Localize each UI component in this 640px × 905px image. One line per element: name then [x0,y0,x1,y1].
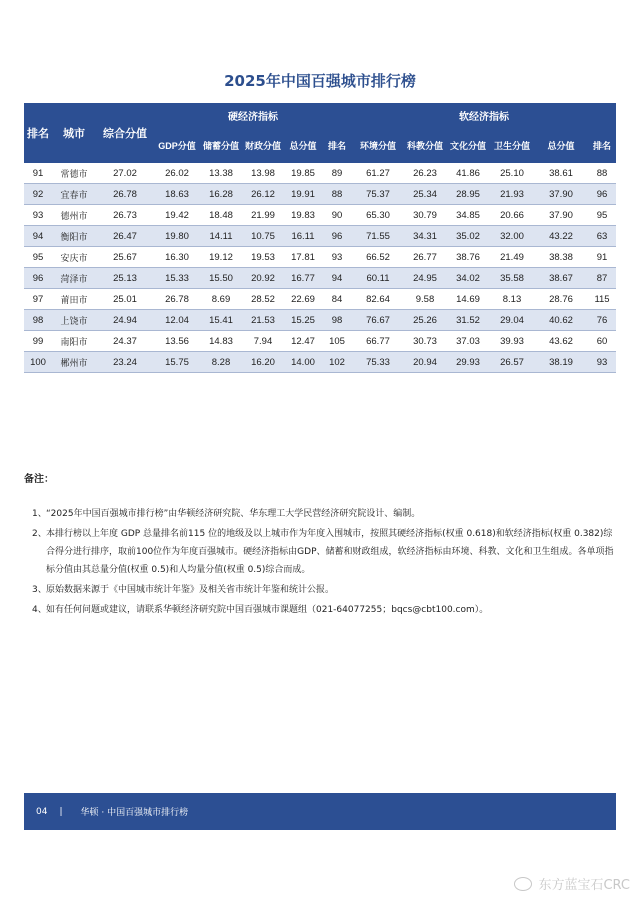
footer-title: 华顿 · 中国百强城市排行榜 [80,808,189,818]
note-item [24,525,616,579]
cell-gdp: 13.56 [154,331,200,352]
cell-environment: 60.11 [352,268,404,289]
cell-rank: 100 [24,352,52,373]
cell-savings: 18.48 [200,205,242,226]
table-row [24,247,616,268]
cell-city: 德州市 [52,205,96,226]
header-science-education: 科教分值 [404,127,446,163]
cell-savings: 8.28 [200,352,242,373]
cell-hard-rank: 84 [322,289,352,310]
watermark [514,874,630,893]
cell-environment: 61.27 [352,163,404,184]
cell-city: 莆田市 [52,289,96,310]
header-composite: 综合分值 [96,103,154,163]
cell-rank: 94 [24,226,52,247]
cell-gdp: 19.80 [154,226,200,247]
note-text: 如有任何问题或建议，请联系华顿经济研究院中国百强城市课题组（021-64077255；bqcs@cbt100.com）。 [46,605,489,615]
footer-separator: | [59,806,63,817]
note-text: 本排行榜以上年度 GDP 总量排名前115 位的地级及以上城市作为年度入围城市，按照其硬经济指标(权重 0.618)和软经济指标(权重 0.382)综合得分进行排序，取前100位作为年度百强城市。硬经济指标由GDP、储蓄和财政组成，软经济指标由环境、科教、文化和卫生组成。各单项指标分值由其总量分值(权重 0.5)和人均量分值(权重 0.5)综合而成。 [46,529,614,575]
cell-gdp: 26.78 [154,289,200,310]
note-item [24,601,616,619]
table-row [24,163,616,184]
cell-rank: 98 [24,310,52,331]
note-text: “2025年中国百强城市排行榜”由华顿经济研究院、华东理工大学民营经济研究院设计、编制。 [46,509,421,519]
cell-hard-rank: 93 [322,247,352,268]
cell-finance: 16.20 [242,352,284,373]
notes-heading: 备注： [24,474,54,485]
cell-science-education: 34.31 [404,226,446,247]
header-hard-total: 总分值 [284,127,322,163]
header-gdp: GDP分值 [154,127,200,163]
cell-hard-rank: 88 [322,184,352,205]
page-footer [24,793,616,830]
cell-hard-rank: 89 [322,163,352,184]
cell-savings: 14.83 [200,331,242,352]
note-item [24,505,616,523]
cell-finance: 13.98 [242,163,284,184]
cell-soft-rank: 76 [588,310,616,331]
cell-composite: 25.67 [96,247,154,268]
cell-composite: 25.13 [96,268,154,289]
cell-health: 21.49 [490,247,534,268]
cell-health: 32.00 [490,226,534,247]
cell-culture: 34.85 [446,205,490,226]
cell-composite: 25.01 [96,289,154,310]
cell-health: 25.10 [490,163,534,184]
cell-hard-rank: 94 [322,268,352,289]
cell-composite: 24.37 [96,331,154,352]
header-hard-rank: 排名 [322,127,352,163]
cell-science-education: 20.94 [404,352,446,373]
cell-city: 衡阳市 [52,226,96,247]
cell-hard-rank: 102 [322,352,352,373]
note-text: 原始数据来源于《中国城市统计年鉴》及相关省市统计年鉴和统计公报。 [46,585,335,595]
cell-composite: 24.94 [96,310,154,331]
ranking-table [24,103,616,373]
cell-soft-total: 28.76 [534,289,588,310]
header-city: 城市 [52,103,96,163]
cell-soft-rank: 115 [588,289,616,310]
header-health: 卫生分值 [490,127,534,163]
header-culture: 文化分值 [446,127,490,163]
cell-environment: 66.77 [352,331,404,352]
header-rank: 排名 [24,103,52,163]
cell-hard-total: 19.83 [284,205,322,226]
cell-soft-rank: 91 [588,247,616,268]
cell-savings: 14.11 [200,226,242,247]
cell-science-education: 30.79 [404,205,446,226]
header-soft-group: 软经济指标 [352,103,616,127]
header-soft-total: 总分值 [534,127,588,163]
note-number: 3、 [32,585,47,595]
note-number: 4、 [32,605,47,615]
cell-savings: 15.41 [200,310,242,331]
cell-hard-total: 15.25 [284,310,322,331]
cell-rank: 99 [24,331,52,352]
cell-soft-rank: 88 [588,163,616,184]
cell-culture: 14.69 [446,289,490,310]
cell-science-education: 26.23 [404,163,446,184]
cell-rank: 91 [24,163,52,184]
cell-gdp: 18.63 [154,184,200,205]
cell-soft-total: 38.38 [534,247,588,268]
cell-soft-total: 37.90 [534,205,588,226]
cell-soft-total: 38.67 [534,268,588,289]
cell-health: 26.57 [490,352,534,373]
table-row [24,184,616,205]
cell-hard-rank: 90 [322,205,352,226]
table-row [24,352,616,373]
cell-gdp: 12.04 [154,310,200,331]
ranking-table-body [24,163,616,373]
cell-science-education: 30.73 [404,331,446,352]
cell-city: 安庆市 [52,247,96,268]
cell-culture: 38.76 [446,247,490,268]
cell-savings: 8.69 [200,289,242,310]
cell-culture: 37.03 [446,331,490,352]
cell-hard-rank: 105 [322,331,352,352]
cell-hard-total: 14.00 [284,352,322,373]
cell-finance: 21.99 [242,205,284,226]
cell-savings: 15.50 [200,268,242,289]
cell-culture: 34.02 [446,268,490,289]
cell-environment: 76.67 [352,310,404,331]
cell-savings: 13.38 [200,163,242,184]
cell-culture: 29.93 [446,352,490,373]
note-number: 2、 [32,529,47,539]
table-row [24,289,616,310]
table-row [24,310,616,331]
cell-soft-total: 38.61 [534,163,588,184]
cell-soft-rank: 96 [588,184,616,205]
note-number: 1、 [32,509,47,519]
cell-hard-total: 12.47 [284,331,322,352]
cell-soft-rank: 95 [588,205,616,226]
cell-hard-rank: 96 [322,226,352,247]
cell-rank: 96 [24,268,52,289]
cell-health: 35.58 [490,268,534,289]
cell-science-education: 24.95 [404,268,446,289]
cell-environment: 66.52 [352,247,404,268]
header-finance: 财政分值 [242,127,284,163]
cell-gdp: 26.02 [154,163,200,184]
cell-soft-rank: 93 [588,352,616,373]
cell-savings: 16.28 [200,184,242,205]
cell-soft-total: 38.19 [534,352,588,373]
table-row [24,268,616,289]
cell-composite: 27.02 [96,163,154,184]
watermark-text: 东方蓝宝石CRC [538,878,630,893]
weibo-icon [514,877,532,891]
header-savings: 储蓄分值 [200,127,242,163]
cell-soft-rank: 63 [588,226,616,247]
cell-hard-total: 19.85 [284,163,322,184]
cell-hard-rank: 98 [322,310,352,331]
cell-soft-total: 43.22 [534,226,588,247]
cell-culture: 35.02 [446,226,490,247]
cell-health: 20.66 [490,205,534,226]
cell-science-education: 25.26 [404,310,446,331]
header-environment: 环境分值 [352,127,404,163]
cell-environment: 65.30 [352,205,404,226]
header-soft-rank: 排名 [588,127,616,163]
cell-hard-total: 17.81 [284,247,322,268]
cell-finance: 19.53 [242,247,284,268]
cell-health: 29.04 [490,310,534,331]
cell-city: 上饶市 [52,310,96,331]
cell-rank: 97 [24,289,52,310]
cell-rank: 92 [24,184,52,205]
cell-savings: 19.12 [200,247,242,268]
cell-finance: 20.92 [242,268,284,289]
note-item [24,581,616,599]
cell-science-education: 9.58 [404,289,446,310]
cell-science-education: 25.34 [404,184,446,205]
cell-finance: 28.52 [242,289,284,310]
cell-composite: 26.73 [96,205,154,226]
cell-culture: 28.95 [446,184,490,205]
header-hard-group: 硬经济指标 [154,103,352,127]
cell-finance: 7.94 [242,331,284,352]
cell-composite: 26.47 [96,226,154,247]
cell-soft-total: 40.62 [534,310,588,331]
page-number: 04 [36,806,48,817]
cell-environment: 75.33 [352,352,404,373]
cell-gdp: 16.30 [154,247,200,268]
cell-soft-total: 37.90 [534,184,588,205]
cell-soft-rank: 60 [588,331,616,352]
cell-hard-total: 19.91 [284,184,322,205]
cell-composite: 23.24 [96,352,154,373]
cell-environment: 82.64 [352,289,404,310]
cell-health: 8.13 [490,289,534,310]
notes-section [24,470,616,621]
table-row [24,331,616,352]
cell-environment: 75.37 [352,184,404,205]
table-row [24,205,616,226]
table-row [24,226,616,247]
cell-composite: 26.78 [96,184,154,205]
cell-hard-total: 22.69 [284,289,322,310]
cell-city: 郴州市 [52,352,96,373]
cell-finance: 21.53 [242,310,284,331]
cell-science-education: 26.77 [404,247,446,268]
cell-gdp: 15.75 [154,352,200,373]
cell-soft-rank: 87 [588,268,616,289]
cell-soft-total: 43.62 [534,331,588,352]
cell-gdp: 15.33 [154,268,200,289]
cell-finance: 26.12 [242,184,284,205]
cell-rank: 95 [24,247,52,268]
cell-city: 宜春市 [52,184,96,205]
cell-hard-total: 16.11 [284,226,322,247]
cell-hard-total: 16.77 [284,268,322,289]
cell-city: 常德市 [52,163,96,184]
cell-environment: 71.55 [352,226,404,247]
cell-city: 菏泽市 [52,268,96,289]
cell-gdp: 19.42 [154,205,200,226]
cell-culture: 31.52 [446,310,490,331]
cell-finance: 10.75 [242,226,284,247]
cell-culture: 41.86 [446,163,490,184]
cell-rank: 93 [24,205,52,226]
cell-city: 南阳市 [52,331,96,352]
page-title: 2025年中国百强城市排行榜 [224,72,416,90]
cell-health: 39.93 [490,331,534,352]
cell-health: 21.93 [490,184,534,205]
